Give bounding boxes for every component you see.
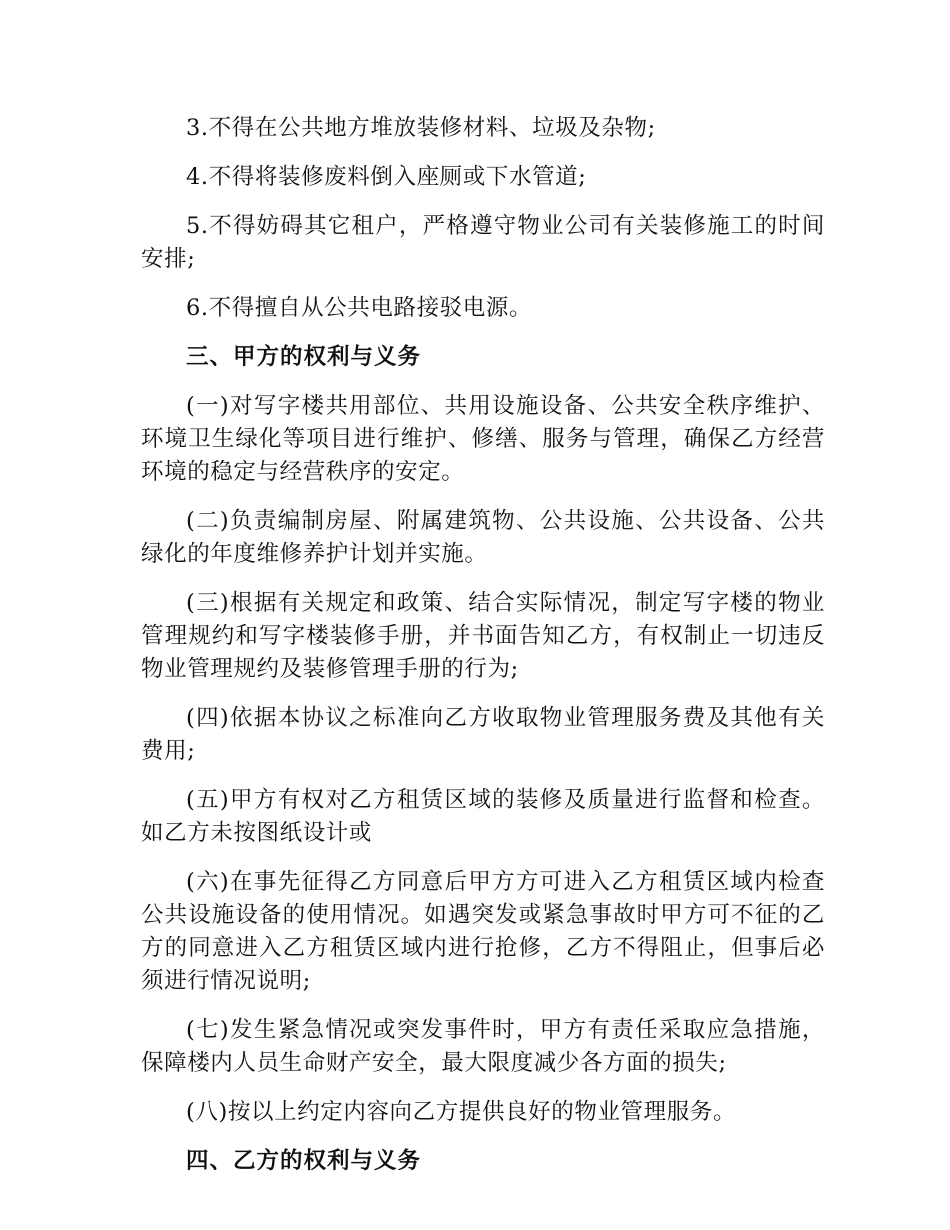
party-a-item-1: (一)对写字楼共用部位、共用设施设备、公共安全秩序维护、环境卫生绿化等项目进行维护、修缮、服务与管理，确保乙方经营环境的稳定与经营秩序的安定。 (141, 393, 825, 485)
party-a-item-3: (三)根据有关规定和政策、结合实际情况，制定写字楼的物业管理规约和写字楼装修手册，并书面告知乙方，有权制止一切违反物业管理规约及装修管理手册的行为; (141, 590, 825, 682)
clause-4: 4.不得将装修废料倒入座厕或下水管道; (186, 164, 587, 190)
clause-6: 6.不得擅自从公共电路接驳电源。 (186, 295, 533, 321)
party-a-item-6: (六)在事先征得乙方同意后甲方方可进入乙方租赁区域内检查公共设施设备的使用情况。如遇突发或紧急事故时甲方可不征的乙方的同意进入乙方租赁区域内进行抢修，乙方不得阻止，但事后必须进行情况说明; (141, 869, 825, 994)
party-a-item-4: (四)依据本协议之标准向乙方收取物业管理服务费及其他有关费用; (141, 705, 825, 764)
document-page (141, 112, 825, 1194)
clause-3: 3.不得在公共地方堆放装修材料、垃圾及杂物; (186, 115, 656, 141)
party-a-item-5: (五)甲方有权对乙方租赁区域的装修及质量进行监督和检查。如乙方未按图纸设计或 (141, 787, 825, 846)
party-a-item-8: (八)按以上约定内容向乙方提供良好的物业管理服务。 (186, 1099, 737, 1125)
section-heading-party-b: 四、乙方的权利与义务 (186, 1148, 422, 1174)
party-a-item-2: (二)负责编制房屋、附属建筑物、公共设施、公共设备、公共绿化的年度维修养护计划并实施。 (141, 508, 825, 567)
section-heading-party-a: 三、甲方的权利与义务 (186, 344, 422, 370)
party-a-item-7: (七)发生紧急情况或突发事件时，甲方有责任采取应急措施，保障楼内人员生命财产安全，最大限度减少各方面的损失; (141, 1017, 825, 1076)
clause-5: 5.不得妨碍其它租户，严格遵守物业公司有关装修施工的时间安排; (141, 213, 825, 272)
